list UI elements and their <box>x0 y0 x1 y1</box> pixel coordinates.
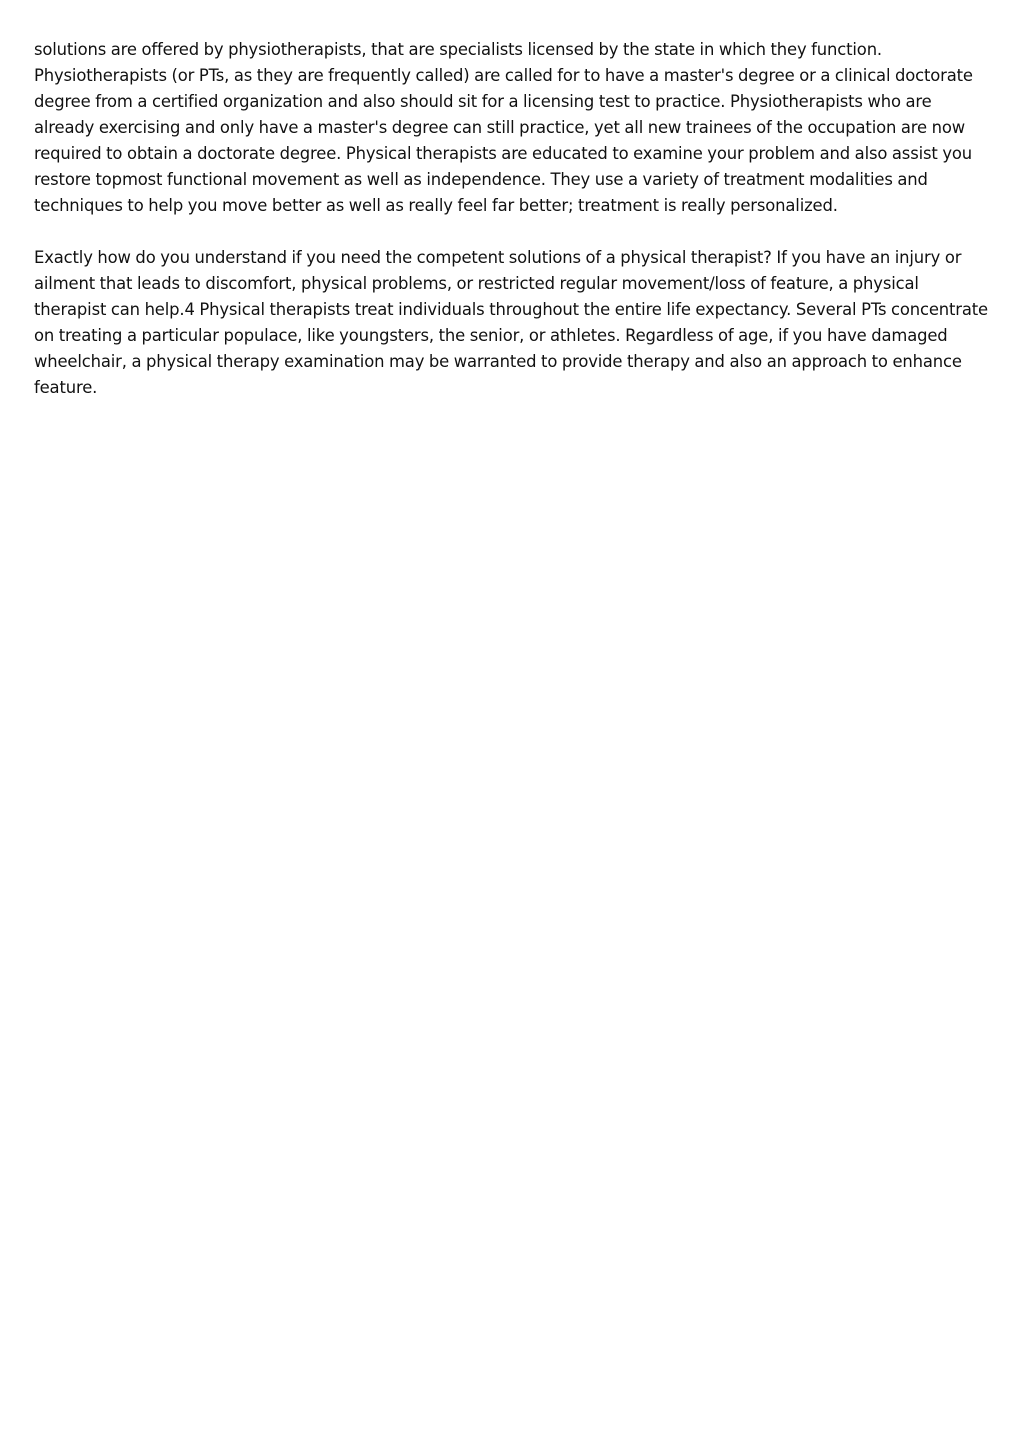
document-body <box>34 37 994 401</box>
paragraph-physiotherapist-credentials: solutions are offered by physiotherapists, that are specialists licensed by the state in which they function. Physiotherapists (or PTs, as they are frequently called) are called for to have a master's degree or a clinical doctorate degree from a certified organization and also should sit for a licensing test to practice. Physiotherapists who are already exercising and only have a master's degree can still practice, yet all new trainees of the occupation are now required to obtain a doctorate degree. Physical therapists are educated to examine your problem and also assist you restore topmost functional movement as well as independence. They use a variety of treatment modalities and techniques to help you move better as well as really feel far better; treatment is really personalized. <box>34 40 973 215</box>
paragraph-when-to-see-therapist: Exactly how do you understand if you need the competent solutions of a physical therapist? If you have an injury or ailment that leads to discomfort, physical problems, or restricted regular movement/loss of feature, a physical therapist can help.4 Physical therapists treat individuals throughout the entire life expectancy. Several PTs concentrate on treating a particular populace, like youngsters, the senior, or athletes. Regardless of age, if you have damaged wheelchair, a physical therapy examination may be warranted to provide therapy and also an approach to enhance feature. <box>34 248 988 397</box>
